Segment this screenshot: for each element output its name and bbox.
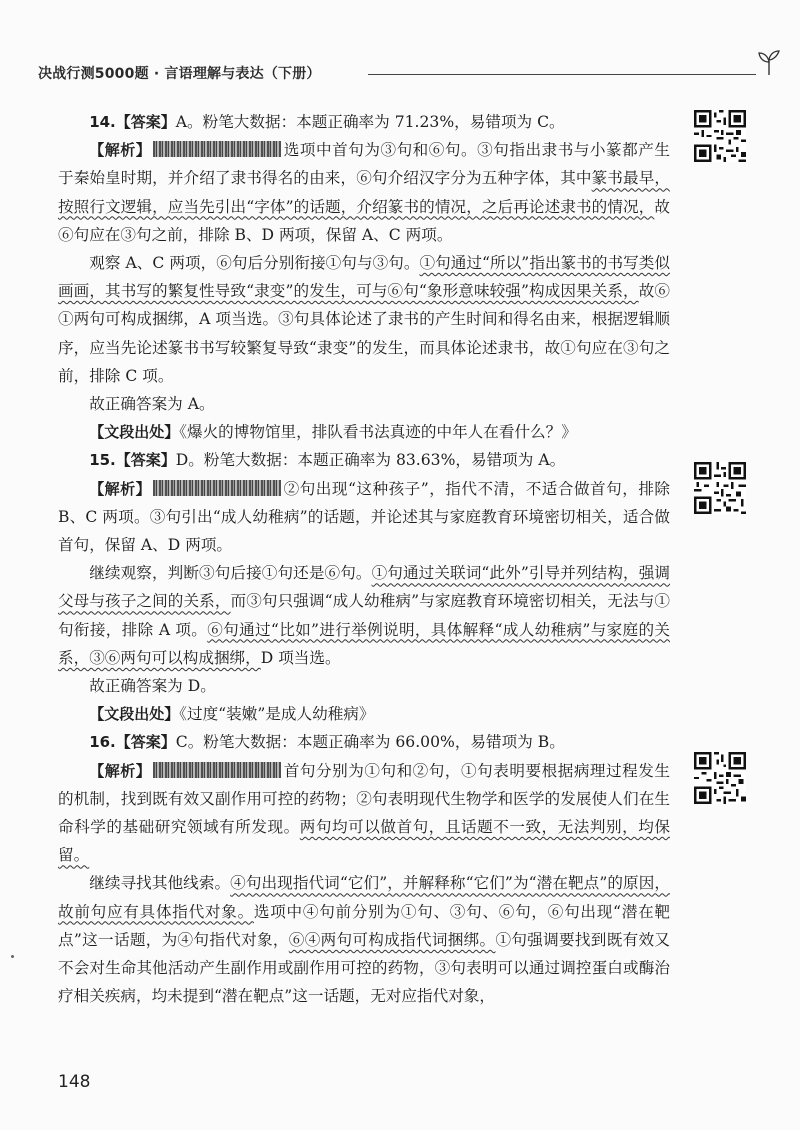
q15-p2-text-mid: 而③句只强调“成人幼稚病”与家庭教育环境密切相关，无法与①句衔接，排除 A 项。 bbox=[58, 592, 670, 639]
q15-source-label: 【文段出处】 bbox=[89, 705, 180, 724]
q14-analysis-p1 bbox=[58, 136, 670, 249]
q14-p1-text-end: 故⑥句应在③句之前，排除 B、D 两项，保留 A、C 两项。 bbox=[58, 197, 670, 244]
q15-p2-text-end: D 项当选。 bbox=[260, 648, 341, 667]
q15-analysis-p1 bbox=[58, 475, 670, 560]
q15-analysis-p2 bbox=[58, 559, 670, 672]
q14-p1-text: 选项中首句为③句和⑥句。③句指出隶书与小篆都产生于秦始皇时期，并介绍了隶书得名的由来，⑥句介绍汉字分为五种字体，其中 bbox=[58, 141, 670, 188]
q16-answer-line bbox=[58, 728, 670, 756]
q16-p2-text-mid: 选项中④句前分别为①句、③句、⑥句，⑥句出现“潜在靶点”这一话题，为④句指代对象， bbox=[58, 902, 670, 949]
method-stamp-icon bbox=[153, 480, 281, 496]
header-rule bbox=[368, 74, 756, 75]
q15-answer-line bbox=[58, 446, 670, 474]
q15-p1-text-end: 排除 B、C 两项。③句引出“成人幼稚病”的话题，并论述其与家庭教育环境密切相关，适合做首句，保留 A、D 两项。 bbox=[58, 479, 670, 555]
q14-analysis-tag: 【解析】 bbox=[89, 141, 152, 160]
q16-answer-label: 16.【答案】 bbox=[89, 733, 176, 752]
q14-conclusion: 故正确答案为 A。 bbox=[89, 395, 215, 414]
q14-source-title: 《爆火的博物馆里，排队看书法真迹的中年人在看什么？》 bbox=[179, 423, 577, 442]
qr-code-icon[interactable] bbox=[694, 110, 746, 162]
q15-p1-text: ②句出现“这种孩子”，指代不清，不适合做首句， bbox=[283, 479, 639, 498]
q16-p2-emphasis-2: ⑥④两句可构成指代词捆绑。 bbox=[288, 930, 496, 949]
page-number: 148 bbox=[58, 1072, 91, 1092]
qr-code-icon[interactable] bbox=[694, 462, 746, 514]
qr-code-icon[interactable] bbox=[694, 752, 746, 804]
q16-analysis-tag: 【解析】 bbox=[89, 761, 152, 780]
q16-analysis-p2 bbox=[58, 869, 670, 1010]
q14-p2-emphasis: ①句通过“所以”指出篆书的书写类似画画，其书写的繁复性导致“隶变”的发生，可与⑥句“象形意味较强”构成因果关系， bbox=[58, 254, 670, 301]
q14-answer-line bbox=[58, 108, 670, 136]
method-stamp-icon bbox=[153, 762, 281, 778]
method-stamp-icon bbox=[153, 141, 281, 157]
q16-p2-emphasis: ④句出现指代词“它们”，并解释称“它们”为“潜在靶点”的原因，故前句应有具体指代对象。 bbox=[58, 874, 670, 921]
q15-p2-text: 继续观察，判断③句后接①句还是⑥句。 bbox=[89, 564, 372, 583]
q15-source-title: 《过度“装嫩”是成人幼稚病》 bbox=[179, 705, 375, 724]
q16-analysis-p1 bbox=[58, 757, 670, 870]
q14-answer-text: A。粉笔大数据：本题正确率为 71.23%，易错项为 C。 bbox=[175, 113, 565, 131]
q15-answer-label: 15.【答案】 bbox=[89, 451, 176, 470]
q15-p2-emphasis: ①句通过关联词“此外”引导并列结构，强调父母与孩子之间的关系， bbox=[58, 564, 670, 611]
q15-analysis-tag: 【解析】 bbox=[89, 479, 152, 498]
q16-p2-text-end: ①句强调要找到既有效又不会对生命其他活动产生副作用或副作用可控的药物，③句表明可以通过调控蛋白或酶治疗相关疾病，均未提到“潜在靶点”这一话题，无对应指代对象， bbox=[58, 930, 670, 1006]
q14-p2-text: 观察 A、C 两项，⑥句后分别衔接①句与③句。 bbox=[89, 254, 420, 273]
q14-analysis-p2 bbox=[58, 249, 670, 390]
q15-answer-text: D。粉笔大数据：本题正确率为 83.63%，易错项为 A。 bbox=[175, 451, 566, 470]
q15-p2-emphasis-2: ⑥句通过“比如”进行举例说明，具体解释“成人幼稚病”与家庭的关系，③⑥两句可以构成捆绑， bbox=[58, 620, 670, 667]
q14-source-label: 【文段出处】 bbox=[89, 423, 180, 442]
q16-p1-emphasis: 两句均可以做首句，且话题不一致，无法判别，均保留。 bbox=[58, 818, 670, 865]
q16-p2-text: 继续寻找其他线索。 bbox=[89, 874, 231, 893]
q16-answer-text: C。粉笔大数据：本题正确率为 66.00%，易错项为 B。 bbox=[175, 733, 565, 752]
q15-conclusion: 故正确答案为 D。 bbox=[89, 677, 216, 696]
q14-answer-label: 14.【答案】 bbox=[89, 113, 176, 131]
q14-p2-text-end: 故⑥①两句可构成捆绑，A 项当选。③句具体论述了隶书的产生时间和得名由来，根据逻辑顺序，应当先论述篆书书写较繁复导致“隶变”的发生，而具体论述隶书，故①句应在③句之前，排除 C 项。 bbox=[58, 282, 670, 385]
running-header bbox=[38, 63, 768, 85]
q16-p1-text: 首句分别为①句和②句，①句表明要根据病理过程发生的机制，找到既有效又副作用可控的药物；②句表明现代生物学和医学的发展使人们在生命科学的基础研究领域有所发现。 bbox=[58, 761, 670, 837]
leaf-sprout-icon bbox=[754, 47, 784, 77]
q15-source bbox=[58, 700, 670, 728]
q14-source bbox=[58, 418, 670, 446]
q14-p1-emphasis: 篆书最早，按照行文逻辑，应当先引出“字体”的话题，介绍篆书的情况，之后再论述隶书的情况， bbox=[58, 169, 670, 216]
answer-explanations bbox=[58, 108, 670, 1011]
header-title: 决战行测5000题 · 言语理解与表达（下册） bbox=[38, 66, 321, 82]
scan-speck bbox=[11, 955, 14, 958]
